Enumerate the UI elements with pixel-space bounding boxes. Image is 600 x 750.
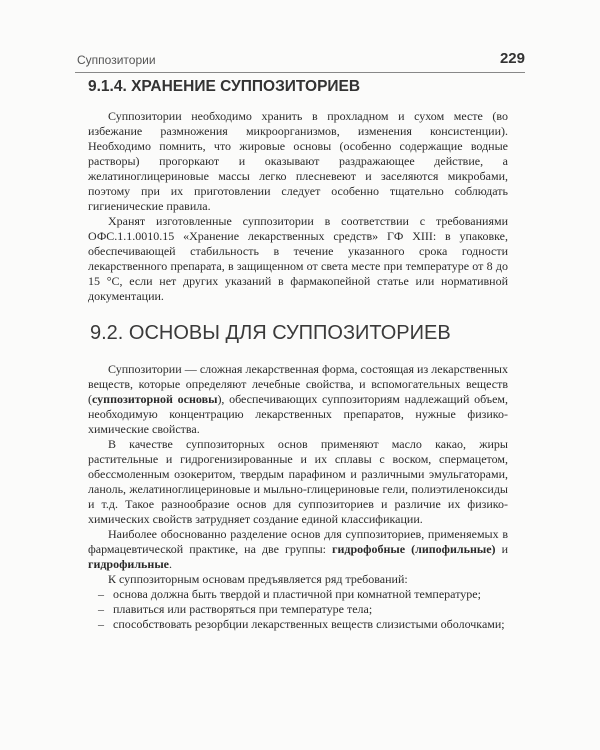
header-rule [75, 72, 525, 73]
paragraph [88, 362, 508, 437]
page-number: 229 [499, 50, 525, 67]
section-heading-9-1-4: 9.1.4. ХРАНЕНИЕ СУППОЗИТОРИЕВ [88, 78, 361, 95]
text-run: Наиболее обоснованно разделение основ для суппозиториев, применяемых в фармацевтической практике, на две группы: [88, 527, 508, 556]
list-item: – плавиться или растворяться при температуре тела; [88, 602, 508, 617]
paragraph: К суппозиторным основам предъявляется ряд требований: [108, 572, 408, 586]
paragraph: Суппозитории необходимо хранить в прохладном и сухом месте (во избежание размножения микроорганизмов, изменения консистенции). Необходимо помнить, что жировые основы (особенно содержащие водные растворы) прогоркают и оказывают раздражающее действие, а желатиноглицериновые массы легко плесневеют и заселяются микробами, поэтому при их приготовлении следует особенно тщательно соблюдать гигиенические правила. [88, 109, 508, 213]
paragraph [88, 527, 508, 572]
list-item: – основа должна быть твердой и пластичной при комнатной температуре; [88, 587, 508, 602]
bold-term: гидрофобные (липофильные) [332, 542, 496, 556]
text-run: ), обеспечивающих суппозиториям надлежащий объем, необходимую концентрацию лекарственных препаратов, нужные физико-химические свойства. [88, 392, 508, 436]
running-head-title: Суппозитории [77, 53, 156, 67]
requirements-list [88, 587, 508, 632]
page-content [88, 78, 508, 632]
text-run: . [169, 557, 173, 571]
running-head [75, 52, 525, 72]
text-run: и [495, 542, 509, 556]
bold-term: гидрофильные [88, 557, 170, 571]
text-run: Суппозитории — сложная лекарственная форма, состоящая из лекарственных веществ, которые определяют лечебные свойства, и вспомогательных веществ ( [88, 362, 508, 406]
bold-term: суппозиторной основы [92, 392, 218, 406]
paragraph: В качестве суппозиторных основ применяют масло какао, жиры растительные и гидрогенизированные и их сплавы с воском, спермацетом, обессмоленным озокеритом, твердым парафином и различными эмульгаторами, ланоль, желатиноглицериновые и мыльно-глицериновые гели, полиэтиленоксиды и т.д. Такое разнообразие основ для суппозиториев и различие их физико-химических свойств затрудняет создание единой классификации. [88, 437, 508, 526]
paragraph: Хранят изготовленные суппозитории в соответствии с требованиями ОФС.1.1.0010.15 «Хранение лекарственных средств» ГФ XIII: в упаковке, обеспечивающей стабильность в течение указанного срока годности лекарственного препарата, в защищенном от света месте при температуре от 8 до 15 °С, если нет других указаний в фармакопейной статье или нормативной документации. [88, 214, 508, 303]
section-heading-9-2: 9.2. ОСНОВЫ ДЛЯ СУППОЗИТОРИЕВ [90, 322, 451, 344]
list-item: – способствовать резорбции лекарственных веществ слизистыми оболочками; [88, 617, 508, 632]
